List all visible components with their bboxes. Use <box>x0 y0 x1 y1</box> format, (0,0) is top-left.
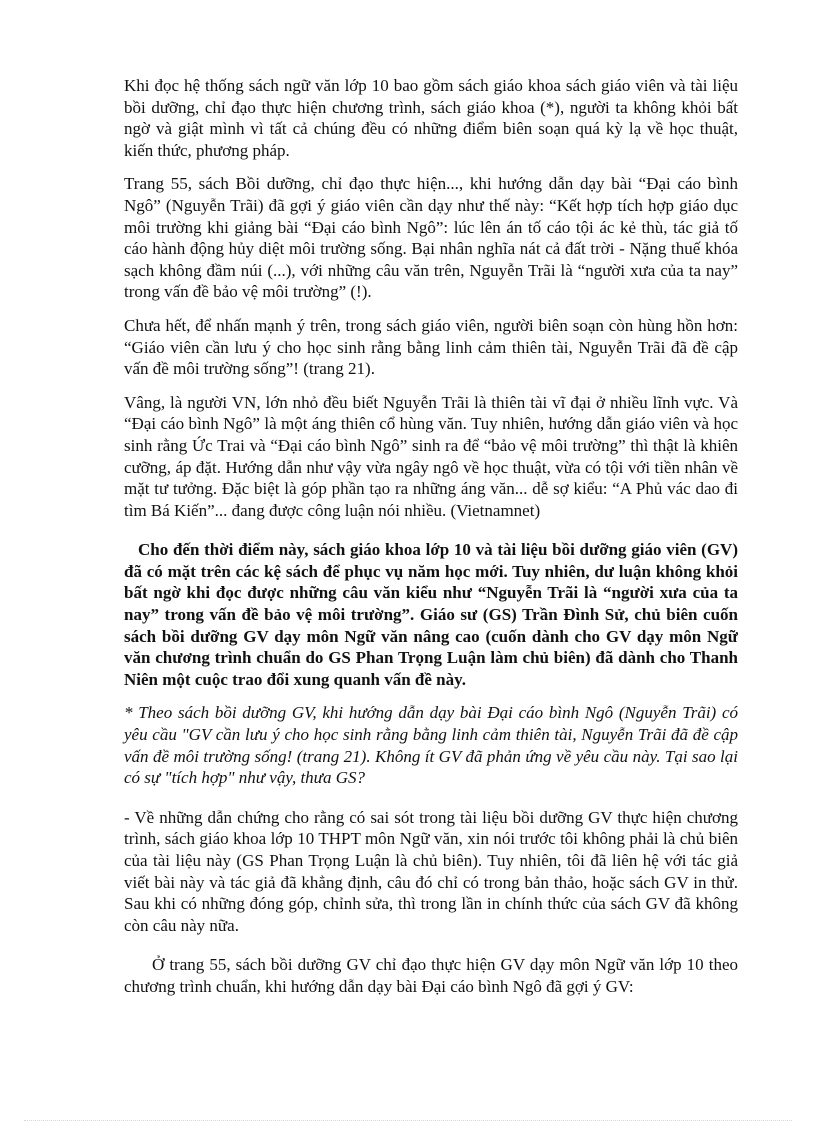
paragraph-teacher-book: Chưa hết, để nhấn mạnh ý trên, trong sách giáo viên, người biên soạn còn hùng hồn hơn: “Giáo viên cần lưu ý cho học sinh rằng bằng linh cảm thiên tài, Nguyễn Trãi đã đề cập vấn đề môi trường sống”! (trang 21). <box>124 315 738 379</box>
paragraph-commentary: Vâng, là người VN, lớn nhỏ đều biết Nguyễn Trãi là thiên tài vĩ đại ở nhiều lĩnh vực. Và “Đại cáo bình Ngô” là một áng thiên cổ hùng văn. Tuy nhiên, hướng dẫn giáo viên và học sinh rằng Ức Trai và “Đại cáo bình Ngô” sinh ra để “bảo vệ môi trường” thì thật là khiên cưỡng, áp đặt. Hướng dẫn như vậy vừa ngây ngô về học thuật, vừa có tội với tiền nhân về mặt tư tưởng. Đặc biệt là góp phần tạo ra những áng văn... dễ sợ kiểu: “A Phủ vác dao đi tìm Bá Kiến”... đang được công luận nói nhiều. (Vietnamnet) <box>124 392 738 520</box>
paragraph-page-55: Trang 55, sách Bồi dưỡng, chỉ đạo thực hiện..., khi hướng dẫn dạy bài “Đại cáo bình Ngô” (Nguyễn Trãi) đã gợi ý giáo viên cần dạy như thế này: “Kết hợp tích hợp giáo dục môi trường khi giảng bài “Đại cáo bình Ngô”: lúc lên án tố cáo tội ác kẻ thù, tác giả tố cáo hành động hủy diệt môi trường sống. Bại nhân nghĩa nát cả đất trời - Nặng thuế khóa sạch không đầm núi (...), với những câu văn trên, Nguyễn Trãi là “người xưa của ta nay” trong vấn đề bảo vệ môi trường” (!). <box>124 174 738 302</box>
paragraph-last: Ở trang 55, sách bồi dưỡng GV chỉ đạo thực hiện GV dạy môn Ngữ văn lớp 10 theo chương trình chuẩn, khi hướng dẫn dạy bài Đại cáo bình Ngô đã gợi ý GV: <box>124 955 738 996</box>
page-bottom-divider <box>24 1120 792 1121</box>
paragraph-answer: - Về những dẫn chứng cho rằng có sai sót trong tài liệu bồi dưỡng GV thực hiện chương trình, sách giáo khoa lớp 10 THPT môn Ngữ văn, xin nói trước tôi không phải là chủ biên của tài liệu này (GS Phan Trọng Luận là chủ biên). Tuy nhiên, tôi đã liên hệ với tác giả viết bài này và tác giả đã khẳng định, câu đó chỉ có trong bản thảo, hoặc sách GV in thử. Sau khi có những đóng góp, chỉnh sửa, thì trong lần in chính thức của sách GV đã không còn câu này nữa. <box>124 807 738 935</box>
paragraph-question-italic: * Theo sách bồi dưỡng GV, khi hướng dẫn dạy bài Đại cáo bình Ngô (Nguyễn Trãi) có yêu cầu "GV cần lưu ý cho học sinh rằng bằng linh cảm thiên tài, Nguyễn Trãi đã đề cập vấn đề môi trường sống! (trang 21). Không ít GV đã phản ứng về yêu cầu này. Tại sao lại có sự "tích hợp" như vậy, thưa GS? <box>124 703 738 788</box>
paragraph-intro: Khi đọc hệ thống sách ngữ văn lớp 10 bao gồm sách giáo khoa sách giáo viên và tài liệu bồi dưỡng, chỉ đạo thực hiện chương trình, sách giáo khoa (*), người ta không khỏi bất ngờ và giật mình vì tất cả chúng đều có những điểm biên soạn quá kỳ lạ về học thuật, kiến thức, phương pháp. <box>124 76 738 160</box>
article-body <box>124 75 738 1010</box>
paragraph-lead-bold: Cho đến thời điểm này, sách giáo khoa lớp 10 và tài liệu bồi dưỡng giáo viên (GV) đã có mặt trên các kệ sách để phục vụ năm học mới. Tuy nhiên, dư luận không khỏi bất ngờ khi đọc được những câu văn kiểu như “Nguyễn Trãi là “người xưa của ta nay” trong vấn đề bảo vệ môi trường”. Giáo sư (GS) Trần Đình Sử, chủ biên cuốn sách bồi dưỡng GV dạy môn Ngữ văn nâng cao (cuốn dành cho GV dạy môn Ngữ văn chương trình chuẩn do GS Phan Trọng Luận làm chủ biên) đã dành cho Thanh Niên một cuộc trao đổi xung quanh vấn đề này. <box>124 540 738 689</box>
